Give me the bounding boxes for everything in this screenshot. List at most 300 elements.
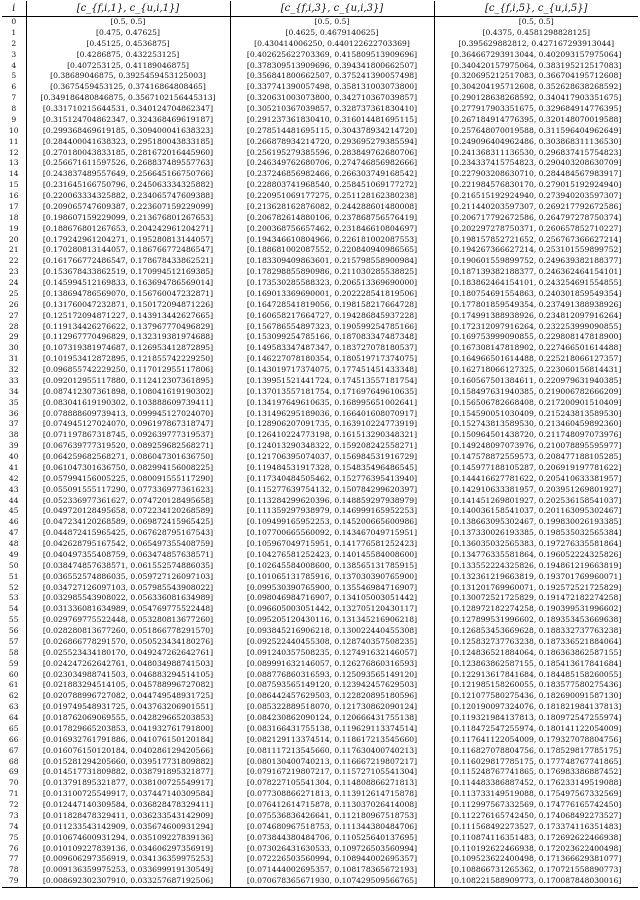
interval-cell-1: [0.209065747609387, 0.223607159229099]	[26, 202, 230, 213]
interval-cell-1: [0.074945127024070, 0.096197867318747]	[26, 419, 230, 430]
table-row	[2, 376, 638, 387]
row-index: 49	[8, 549, 19, 559]
interval-cell-3: [0.430414006250, 0.440122622703369]	[230, 39, 434, 50]
table-body	[2, 17, 638, 888]
table-row	[2, 506, 638, 517]
interval-cell-3: [0.095205120430116, 0.131345216906218]	[230, 615, 434, 626]
table-row	[2, 496, 638, 507]
table-header-row	[2, 1, 638, 17]
interval-cell-5: [0.241368311136530, 0.296837415754823]	[434, 148, 638, 159]
row-index: 38	[8, 430, 19, 440]
interval-cell-3: [0.072226503560994, 0.108944002695357]	[230, 854, 434, 865]
interval-cell-5: [0.110874116351483, 0.172692622466938]	[434, 833, 638, 844]
interval-cell-5: [0.172312097916264, 0.232253999090855]	[434, 322, 638, 333]
row-index: 58	[8, 647, 19, 657]
row-index: 63	[8, 702, 19, 712]
interval-table	[2, 1, 638, 888]
table-row	[2, 626, 638, 637]
table-row	[2, 343, 638, 354]
row-index: 51	[8, 571, 19, 581]
interval-cell-3: [0.134197649610635, 0.168995651002641]	[230, 398, 434, 409]
interval-cell-5: [0.119321984137813, 0.180972547255974]	[434, 713, 638, 724]
interval-cell-3: [0.077308866271813, 0.113912614715878]	[230, 789, 434, 800]
row-index: 44	[8, 495, 19, 505]
interval-cell-3: [0.256195279385596, 0.283849762680706]	[230, 148, 434, 159]
interval-cell-3: [0.082129113374514, 0.118617213545660]	[230, 735, 434, 746]
interval-cell-5: [0.227903208630710, 0.284484567983917]	[434, 169, 638, 180]
interval-cell-3: [0.128906207091735, 0.163910224773919]	[230, 419, 434, 430]
interval-cell-1: [0.299368469619185, 0.309400041638323]	[26, 126, 230, 137]
interval-cell-1: [0.042628795167542, 0.065497355408759]	[26, 539, 230, 550]
interval-cell-1: [0.028280813677260, 0.051866778291570]	[26, 626, 230, 637]
interval-cell-5: [0.194267366627214, 0.253101559899752]	[434, 245, 638, 256]
interval-cell-3: [0.143019717374075, 0.177451451433348]	[230, 365, 434, 376]
interval-cell-1: [0.010674600931294, 0.035109227839136]	[26, 833, 230, 844]
interval-cell-1: [0.057994156005225, 0.080091555117290]	[26, 474, 230, 485]
interval-cell-3: [0.101065131785916, 0.137030390765900]	[230, 572, 434, 583]
table-row	[2, 300, 638, 311]
interval-cell-1: [0.036552574886035, 0.059727126097103]	[26, 572, 230, 583]
row-index: 2	[11, 38, 17, 48]
row-index: 66	[8, 734, 19, 744]
table-row	[2, 115, 638, 126]
row-index: 3	[11, 49, 17, 59]
interval-cell-3: [0.146227078180354, 0.180519717374075]	[230, 354, 434, 365]
interval-cell-5: [0.160567501384611, 0.220979631940385]	[434, 376, 638, 387]
interval-cell-3: [0.4625, 0.4679140625]	[230, 28, 434, 39]
interval-cell-3: [0.121706395074037, 0.156984531916729]	[230, 452, 434, 463]
interval-cell-3: [0.081117213545660, 0.117630400740213]	[230, 746, 434, 757]
row-index: 20	[8, 234, 19, 244]
table-row	[2, 213, 638, 224]
interval-cell-3: [0.153099254785166, 0.187083347487348]	[230, 332, 434, 343]
interval-cell-3: [0.164728541819056, 0.198158217664728]	[230, 300, 434, 311]
table-row	[2, 637, 638, 648]
table-row	[2, 854, 638, 865]
row-index: 15	[8, 180, 19, 190]
table-row	[2, 39, 638, 50]
row-index: 59	[8, 658, 19, 668]
interval-cell-1: [0.032985543908022, 0.056336081634989]	[26, 593, 230, 604]
interval-cell-5: [0.147578872559573, 0.208477188105285]	[434, 452, 638, 463]
row-index: 10	[8, 125, 19, 135]
row-index: 0	[11, 17, 17, 26]
interval-cell-3: [0.117340484505462, 0.152776395413940]	[230, 474, 434, 485]
interval-cell-3: [0.075536836426641, 0.112180967518753]	[230, 811, 434, 822]
interval-cell-1: [0.138694786569070, 0.156760047232871]	[26, 289, 230, 300]
interval-cell-1: [0.011828478329411, 0.036233543142909]	[26, 811, 230, 822]
interval-cell-1: [0.012447140309584, 0.036828478329411]	[26, 800, 230, 811]
interval-cell-5: [0.267184914776395, 0.320148070019588]	[434, 115, 638, 126]
interval-cell-3: [0.071444002695357, 0.108178365672193]	[230, 865, 434, 876]
interval-cell-1: [0.331710215644531, 0.340124704862347]	[26, 104, 230, 115]
table-row	[2, 615, 638, 626]
interval-cell-3: [0.073026431630533, 0.109726503560994]	[230, 844, 434, 855]
row-index: 56	[8, 626, 19, 635]
table-row	[2, 137, 638, 148]
row-index: 40	[8, 452, 19, 461]
interval-cell-5: [0.131201769960071, 0.192572521725829]	[434, 583, 638, 594]
table-row	[2, 539, 638, 550]
interval-cell-1: [0.270180043833185, 0.281672016445960]	[26, 148, 230, 159]
interval-cell-1: [0.349186480846875, 0.3567102156445313]	[26, 93, 230, 104]
interval-cell-1: [0.031336081634989, 0.054769775522448]	[26, 604, 230, 615]
interval-cell-5: [0.116029817785175, 0.177748767741865]	[434, 757, 638, 768]
interval-cell-3: [0.113284299620396, 0.148859297938979]	[230, 496, 434, 507]
row-index: 16	[8, 191, 19, 200]
table-row	[2, 387, 638, 398]
row-index: 24	[8, 278, 19, 287]
interval-cell-1: [0.009606297356919, 0.034136359975253]	[26, 854, 230, 865]
interval-cell-3: [0.356841800662507, 0.375241390057498]	[230, 71, 434, 82]
interval-cell-5: [0.150964501438720, 0.211748097073976]	[434, 430, 638, 441]
row-index: 55	[8, 615, 19, 625]
interval-cell-3: [0.188681002087552, 0.220840940986565]	[230, 245, 434, 256]
interval-cell-5: [0.234337415754823, 0.290403208630709]	[434, 158, 638, 169]
interval-cell-5: [0.169753999090855, 0.229808147818900]	[434, 332, 638, 343]
interval-cell-3: [0.105967049715951, 0.141776581252423]	[230, 539, 434, 550]
interval-cell-5: [0.290128638268592, 0.340417903351675]	[434, 93, 638, 104]
interval-cell-3: [0.070678365671930, 0.107429509566765]	[230, 876, 434, 887]
interval-cell-3: [0.131496295189036, 0.166401608070917]	[230, 409, 434, 420]
interval-cell-5: [0.216515192924940, 0.273940203597307]	[434, 191, 638, 202]
interval-cell-1: [0.018762069069555, 0.042829665203853]	[26, 713, 230, 724]
table-row	[2, 430, 638, 441]
table-row	[2, 354, 638, 365]
table-row	[2, 50, 638, 61]
table-row	[2, 724, 638, 735]
interval-cell-5: [0.5, 0.5]	[434, 17, 638, 28]
table-row	[2, 419, 638, 430]
interval-cell-3: [0.320631003073800, 0.342710367039857]	[230, 93, 434, 104]
interval-cell-1: [0.188676801267653, 0.204242961204271]	[26, 224, 230, 235]
row-index: 60	[8, 669, 19, 679]
interval-cell-5: [0.136035032565383, 0.197276335581864]	[434, 539, 638, 550]
interval-cell-3: [0.115277639754132, 0.150784299620397]	[230, 485, 434, 496]
interval-cell-5: [0.125832737763238, 0.187336521884064]	[434, 637, 638, 648]
interval-cell-1: [0.131760047232871, 0.150172094871226]	[26, 300, 230, 311]
interval-cell-5: [0.162718066127325, 0.223060156814431]	[434, 365, 638, 376]
interval-cell-1: [0.125172094871227, 0.143913442627665]	[26, 311, 230, 322]
table-row	[2, 670, 638, 681]
row-index: 14	[8, 169, 19, 179]
row-index: 12	[8, 147, 19, 157]
interval-cell-1: [0.067639777319520, 0.089259682568271]	[26, 441, 230, 452]
interval-cell-3: [0.074680967518753, 0.111344380484706]	[230, 822, 434, 833]
interval-cell-1: [0.284400041638323, 0.295180043833185]	[26, 137, 230, 148]
interval-cell-5: [0.112276165742450, 0.174068492273527]	[434, 811, 638, 822]
interval-cell-3: [0.085322889518070, 0.121730862090124]	[230, 702, 434, 713]
interval-cell-3: [0.291237361830410, 0.316014481695115]	[230, 115, 434, 126]
interval-cell-5: [0.121077580275436, 0.182690091587130]	[434, 691, 638, 702]
interval-cell-5: [0.127899531996602, 0.189353453669638]	[434, 615, 638, 626]
row-index: 8	[11, 104, 17, 113]
table-row	[2, 691, 638, 702]
interval-cell-1: [0.5, 0.5]	[26, 17, 230, 28]
row-index: 65	[8, 723, 19, 733]
interval-cell-1: [0.061047301636750, 0.082994156008225]	[26, 463, 230, 474]
table-row	[2, 169, 638, 180]
interval-cell-5: [0.144416627781622, 0.205410633381957]	[434, 474, 638, 485]
table-row	[2, 528, 638, 539]
table-row	[2, 104, 638, 115]
interval-cell-1: [0.112967770496829, 0.132319381974688]	[26, 332, 230, 343]
row-index: 57	[8, 636, 19, 646]
interval-cell-5: [0.122913617841684, 0.184485158260055]	[434, 670, 638, 681]
interval-cell-3: [0.078227105541304, 0.114808866271813]	[230, 778, 434, 789]
row-index: 28	[8, 321, 19, 331]
interval-cell-1: [0.034727126097103, 0.057985543908022]	[26, 583, 230, 594]
row-index: 54	[8, 604, 19, 614]
interval-cell-3: [0.156786554897323, 0.190599254785166]	[230, 322, 434, 333]
table-row	[2, 256, 638, 267]
row-index: 61	[8, 680, 19, 690]
interval-cell-1: [0.179242961204271, 0.195280813144057]	[26, 235, 230, 246]
interval-cell-3: [0.099530390765900, 0.135546984716907]	[230, 583, 434, 594]
table-row	[2, 148, 638, 159]
table-row	[2, 28, 638, 39]
table-row	[2, 322, 638, 333]
interval-cell-5: [0.180754691554863, 0.240301859549354]	[434, 289, 638, 300]
row-index: 71	[8, 789, 19, 799]
interval-cell-1: [0.407253125, 0.41189046875]	[26, 61, 230, 72]
interval-cell-3: [0.266878934214720, 0.293695279385594]	[230, 137, 434, 148]
table-row	[2, 811, 638, 822]
interval-cell-3: [0.111359297938979, 0.146999165952253]	[230, 506, 434, 517]
table-row	[2, 82, 638, 93]
interval-cell-1: [0.3675459453125, 0.37416864808465]	[26, 82, 230, 93]
interval-cell-1: [0.026866778291570, 0.050523434180276]	[26, 637, 230, 648]
interval-cell-1: [0.256671611597526, 0.268837489557763]	[26, 158, 230, 169]
interval-cell-5: [0.206717792672586, 0.264797278750374]	[434, 213, 638, 224]
interval-cell-3: [0.089991632146057, 0.126276860316593]	[230, 659, 434, 670]
interval-cell-1: [0.021883294514105, 0.045788996727082]	[26, 680, 230, 691]
interval-cell-3: [0.220951069177275, 0.251128162380238]	[230, 191, 434, 202]
interval-cell-1: [0.38689046875, 0.3925459453125003]	[26, 71, 230, 82]
interval-cell-5: [0.211440203597307, 0.269217792672586]	[434, 202, 638, 213]
interval-cell-5: [0.126853453669628, 0.188332737763238]	[434, 626, 638, 637]
row-index: 26	[8, 299, 19, 309]
row-index: 32	[8, 365, 19, 374]
interval-cell-5: [0.132361219663819, 0.193701769960071]	[434, 572, 638, 583]
table-row	[2, 474, 638, 485]
interval-cell-5: [0.109523622400498, 0.171366629381077]	[434, 854, 638, 865]
interval-cell-5: [0.110192622466938, 0.172023622400498]	[434, 844, 638, 855]
interval-cell-3: [0.213628162876082, 0.244288601480008]	[230, 202, 434, 213]
interval-cell-5: [0.320695212517083, 0.366704195712608]	[434, 71, 638, 82]
interval-cell-3: [0.076412614715878, 0.113037026414008]	[230, 800, 434, 811]
interval-cell-1: [0.029769775522448, 0.053280813677260]	[26, 615, 230, 626]
interval-cell-5: [0.177801859549354, 0.237491388938926]	[434, 300, 638, 311]
row-index: 78	[8, 865, 19, 875]
table-row	[2, 311, 638, 322]
row-index: 46	[8, 517, 19, 527]
interval-cell-1: [0.019749548931725, 0.043763206901551]	[26, 702, 230, 713]
interval-cell-1: [0.231645166750796, 0.245063334325882]	[26, 180, 230, 191]
row-index: 74	[8, 821, 19, 831]
row-index: 50	[8, 560, 19, 570]
interval-cell-5: [0.113733149519088, 0.175497567332569]	[434, 789, 638, 800]
row-index: 33	[8, 375, 19, 385]
interval-cell-3: [0.119484531917328, 0.154835496486545]	[230, 463, 434, 474]
interval-cell-5: [0.118472547255974, 0.180141122054009]	[434, 724, 638, 735]
table-row	[2, 583, 638, 594]
table-row	[2, 778, 638, 789]
row-index: 79	[2, 876, 26, 887]
row-index: 75	[8, 832, 19, 842]
interval-cell-5: [0.112997567332569, 0.174776165742450]	[434, 800, 638, 811]
interval-cell-5: [0.152743813589530, 0.213460459892360]	[434, 419, 638, 430]
header-interval-1: [c_{f,i,1}, c_{u,i,1}]	[26, 1, 230, 17]
interval-cell-1: [0.4286875, 0.432253125]	[26, 50, 230, 61]
interval-cell-5: [0.124836521884064, 0.186363862587155]	[434, 648, 638, 659]
interval-cell-3: [0.206782614880106, 0.237868756576419]	[230, 213, 434, 224]
interval-cell-5: [0.114483386887452, 0.176233149519088]	[434, 778, 638, 789]
interval-cell-1: [0.475, 0.47625]	[26, 28, 230, 39]
table-row	[2, 278, 638, 289]
interval-cell-1: [0.315124704862347, 0.324368469619187]	[26, 115, 230, 126]
table-row	[2, 648, 638, 659]
table-row	[2, 267, 638, 278]
row-index: 36	[8, 408, 19, 418]
interval-cell-5: [0.158497631940385, 0.219006782666209]	[434, 387, 638, 398]
table-row	[2, 822, 638, 833]
row-index: 47	[8, 528, 19, 538]
table-row	[2, 713, 638, 724]
row-index: 25	[8, 288, 19, 298]
interval-cell-1: [0.161766772486547, 0.178678433862521]	[26, 256, 230, 267]
table-row	[2, 17, 638, 28]
interval-cell-3: [0.107700665560092, 0.143467049715951]	[230, 528, 434, 539]
row-index: 34	[8, 386, 19, 396]
row-index: 11	[8, 136, 19, 146]
interval-cell-1: [0.016076150120184, 0.040286129420566]	[26, 746, 230, 757]
interval-cell-5: [0.142910633381957, 0.203951269801927]	[434, 485, 638, 496]
interval-cell-1: [0.020788996727082, 0.044749548931725]	[26, 691, 230, 702]
interval-cell-3: [0.073844380484706, 0.110525640137695]	[230, 833, 434, 844]
interval-cell-3: [0.378309513909696, 0.394341800662507]	[230, 61, 434, 72]
interval-cell-5: [0.364667293913044, 0.402093157975064]	[434, 50, 638, 61]
interval-cell-5: [0.156506782668408, 0.217200901510409]	[434, 398, 638, 409]
interval-cell-3: [0.139951521441724, 0.174513557181754]	[230, 376, 434, 387]
interval-cell-5: [0.190601559899752, 0.249639382188377]	[434, 256, 638, 267]
interval-cell-1: [0.170280813144057, 0.186766772486547]	[26, 245, 230, 256]
header-index: i	[2, 1, 26, 17]
table-row	[2, 572, 638, 583]
table-row	[2, 332, 638, 343]
table-row	[2, 789, 638, 800]
interval-cell-3: [0.278514481695115, 0.304378934214720]	[230, 126, 434, 137]
interval-cell-5: [0.138663095302467, 0.199830026193385]	[434, 517, 638, 528]
table-row	[2, 550, 638, 561]
interval-cell-5: [0.133552224325826, 0.194861219663819]	[434, 561, 638, 572]
row-index: 9	[11, 114, 17, 124]
row-index: 62	[8, 691, 19, 701]
row-index: 35	[8, 397, 19, 407]
interval-cell-1: [0.008692302307910, 0.033257687192506]	[26, 876, 230, 887]
table-row	[2, 757, 638, 768]
interval-cell-1: [0.071197867318745, 0.092639777319537]	[26, 430, 230, 441]
interval-cell-1: [0.038474857638571, 0.061552574886035]	[26, 561, 230, 572]
row-index: 1	[11, 27, 17, 37]
interval-cell-3: [0.228803741968540, 0.258451069177272]	[230, 180, 434, 191]
interval-cell-3: [0.237246856982466, 0.266303749168542]	[230, 169, 434, 180]
header-interval-3: [c_{f,i,3}, c_{u,i,3}]	[230, 1, 434, 17]
interval-cell-5: [0.257648070019588, 0.311596404962649]	[434, 126, 638, 137]
row-index: 30	[8, 343, 19, 353]
interval-cell-3: [0.124013290348322, 0.159208242558271]	[230, 441, 434, 452]
row-index: 18	[8, 212, 19, 222]
table-row	[2, 409, 638, 420]
table-row	[2, 876, 638, 887]
interval-cell-3: [0.079167219807217, 0.115727105541304]	[230, 767, 434, 778]
row-index: 77	[8, 854, 19, 864]
interval-cell-1: [0.064259682568271, 0.086047301636750]	[26, 452, 230, 463]
row-index: 69	[8, 767, 19, 777]
interval-cell-5: [0.340420157975064, 0.383195212517083]	[434, 61, 638, 72]
interval-cell-1: [0.040497355408759, 0.063474857638571]	[26, 550, 230, 561]
interval-cell-5: [0.277917903351675, 0.329684914776395]	[434, 104, 638, 115]
interval-cell-1: [0.023034988741503, 0.046883294514105]	[26, 670, 230, 681]
table-row	[2, 224, 638, 235]
table-row	[2, 126, 638, 137]
interval-cell-1: [0.096855742229250, 0.117012955117806]	[26, 365, 230, 376]
table-row	[2, 680, 638, 691]
interval-cell-1: [0.015281294205660, 0.039517731809882]	[26, 757, 230, 768]
interval-cell-1: [0.055091555117290, 0.077336977361623]	[26, 485, 230, 496]
interval-cell-5: [0.108866731265362, 0.170721558890773]	[434, 865, 638, 876]
table-row	[2, 398, 638, 409]
interval-cell-3: [0.137013557181754, 0.171697649610635]	[230, 387, 434, 398]
row-index: 53	[8, 593, 19, 603]
interval-cell-1: [0.092012955117880, 0.112412307361895]	[26, 376, 230, 387]
interval-cell-3: [0.080130400740213, 0.116667219807217]	[230, 757, 434, 768]
interval-cell-3: [0.104276581252423, 0.140145584008600]	[230, 550, 434, 561]
interval-cell-3: [0.402625622703369, 0.415809513909696]	[230, 50, 434, 61]
interval-cell-1: [0.052336977361627, 0.074720128495658]	[26, 496, 230, 507]
interval-cell-3: [0.183309409863601, 0.215798558900984]	[230, 256, 434, 267]
table-row	[2, 191, 638, 202]
row-index: 41	[8, 462, 19, 472]
interval-cell-1: [0.017829665203853, 0.041932761791800]	[26, 724, 230, 735]
table-row	[2, 844, 638, 855]
table-row	[2, 517, 638, 528]
interval-cell-3: [0.178298855890986, 0.211030285538825]	[230, 267, 434, 278]
interval-cell-1: [0.044872415965425, 0.067628795167543]	[26, 528, 230, 539]
row-index: 76	[8, 843, 19, 853]
interval-cell-5: [0.145977188105287, 0.206919197781622]	[434, 463, 638, 474]
table-row	[2, 93, 638, 104]
interval-cell-3: [0.246349762680706, 0.274746856982666]	[230, 158, 434, 169]
row-index: 23	[8, 267, 19, 277]
table-row	[2, 865, 638, 876]
interval-cell-5: [0.108221588909773, 0.170087848030016]	[434, 876, 638, 887]
interval-cell-5: [0.117641122054009, 0.179327078804756]	[434, 735, 638, 746]
interval-cell-5: [0.167308147818902, 0.227466501614488]	[434, 343, 638, 354]
interval-cell-1: [0.243837489557649, 0.256645166750766]	[26, 169, 230, 180]
table-row	[2, 158, 638, 169]
interval-cell-5: [0.115248767741865, 0.176983386887452]	[434, 767, 638, 778]
table-row	[2, 289, 638, 300]
table-row	[2, 441, 638, 452]
interval-cell-5: [0.183862464154101, 0.243254691554855]	[434, 278, 638, 289]
interval-cell-5: [0.164966501614488, 0.225218066127357]	[434, 354, 638, 365]
interval-cell-1: [0.009136359975253, 0.033699919130549]	[26, 865, 230, 876]
interval-cell-1: [0.014517731809882, 0.038791895321877]	[26, 767, 230, 778]
row-index: 73	[8, 810, 19, 820]
interval-cell-3: [0.086442457629503, 0.122820895180596]	[230, 691, 434, 702]
interval-cell-5: [0.134776335581864, 0.196052224325826]	[434, 550, 638, 561]
